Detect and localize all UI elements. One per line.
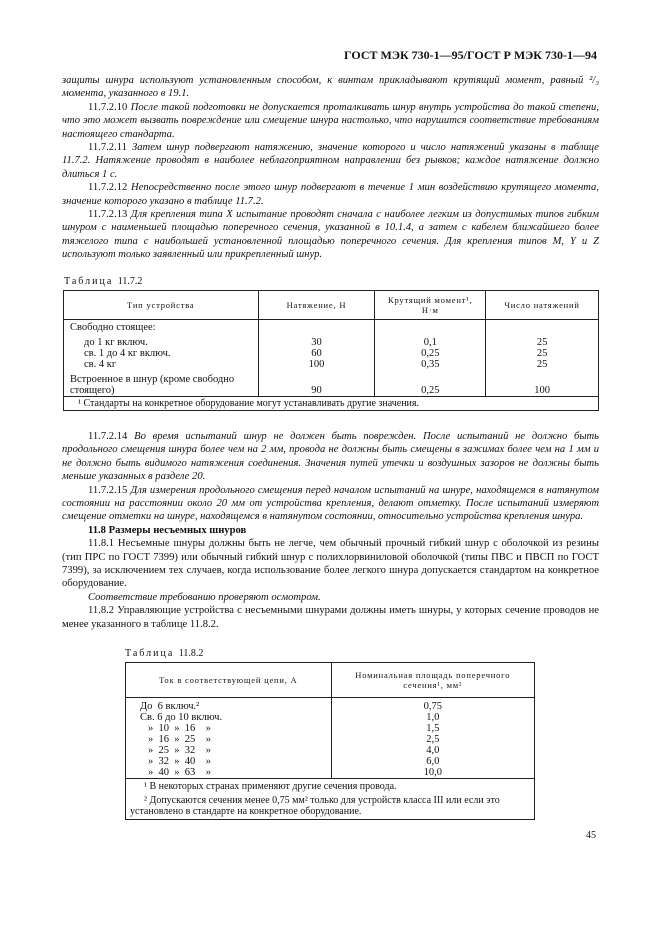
- table-11-8-2: [125, 662, 535, 820]
- section-title: 11.8 Размеры несъемных шнуров: [88, 524, 247, 536]
- paragraph-11-7-2-14: [62, 430, 599, 484]
- clause-number: 11.7.2.14: [88, 431, 128, 442]
- table-row: Встроенное в шнур (кроме свободно стоящего) 90 0,25 100: [64, 370, 599, 397]
- table-11-8-2-caption: [125, 648, 203, 659]
- clause-number: 11.7.2.10: [88, 101, 128, 113]
- paragraph-check: Соответствие требованию проверяют осмотром.: [88, 591, 321, 603]
- clause-text: Для измерения продольного смещения перед началом испытаний на шнуре, находящемся в натянутом состоянии на расстоянии около 20 мм от устройства крепления, делают отметку. После испытаний измеряют смещение отметки на шнуре, находящемся в натянутом состоянии, относительно устройства крепления шнура.: [62, 484, 599, 523]
- paragraph-11-8-1: 11.8.1 Несъемные шнуры должны быть не легче, чем обычный прочный гибкий шнур с оболочкой из резины (тип ПРС по ГОСТ 7399) или обычный гибкий шнур с полихлорвиниловой оболочкой (типы ПВС и ПВСП по ГОСТ 7399), за исключением тех случаев, когда использование более легкого шнура допускается стандартом на конкретное оборудование.: [62, 538, 599, 590]
- paragraph-11-8-2: 11.8.2 Управляющие устройства с несъемными шнурами должны иметь шнуры, у которых сечение проводов не менее указанного в таблице 11.8.2.: [62, 605, 599, 630]
- group-label: Свободно стоящее:: [64, 320, 259, 334]
- paragraph-11-7-2-12: [62, 181, 599, 208]
- table-11-7-2-caption: [64, 276, 142, 287]
- paragraph-11-7-2-13: [62, 208, 599, 262]
- table-row: » 10 » 16 » 1,5: [126, 723, 535, 734]
- caption-word: Таблица: [125, 648, 175, 659]
- page-header: ГОСТ МЭК 730-1—95/ГОСТ Р МЭК 730-1—94: [344, 48, 597, 62]
- paragraph-11-7-2-15: [62, 484, 599, 524]
- caption-number: 11.7.2: [117, 276, 143, 287]
- table-row: » 40 » 63 » 10,0: [126, 767, 535, 779]
- page-number: 45: [586, 830, 596, 841]
- paragraph: защиты шнура используют установленным способом, к винтам прикладывают крутящий момент, равный ²/₃ момента, указанного в 19.1.: [62, 75, 599, 100]
- clause-number: 11.7.2.15: [88, 484, 128, 496]
- table-footnotes: [126, 779, 535, 820]
- caption-number: 11.8.2: [178, 648, 204, 659]
- paragraph-11-7-2-11: [62, 141, 599, 181]
- table-footnote: ¹ Стандарты на конкретное оборудование могут устанавливать другие значения.: [64, 397, 599, 411]
- table-row: » 25 » 32 » 4,0: [126, 745, 535, 756]
- table-row: До 6 включ.² 0,75: [126, 698, 535, 713]
- col-header: Натяжение, Н: [258, 291, 375, 320]
- clause-number: 11.7.2.11: [88, 142, 127, 154]
- col-header: Число натяжений: [486, 291, 599, 320]
- col-header: Ток в соответствующей цепи, А: [126, 663, 332, 698]
- table-row: до 1 кг включ. 30 0,1 25: [64, 333, 599, 348]
- clause-number: 11.7.2.13: [88, 209, 128, 221]
- caption-word: Таблица: [64, 276, 114, 287]
- table-row: » 32 » 40 » 6,0: [126, 756, 535, 767]
- table-row: » 16 » 25 » 2,5: [126, 734, 535, 745]
- table-row: св. 4 кг 100 0,35 25: [64, 359, 599, 370]
- mid-text-block: [62, 430, 599, 631]
- table-footnote-1: ¹ В некоторых странах применяют другие сечения провода.: [144, 781, 397, 792]
- table-11-7-2: [63, 290, 599, 411]
- table-footnote-2: ² Допускаются сечения менее 0,75 мм² только для устройств класса III или если это установлено в стандарте на конкретное оборудование.: [130, 795, 500, 817]
- clause-text: Во время испытаний шнур не должен быть поврежден. После испытаний не должно быть продольного смещения шнура более чем на 2 мм, провода не должны быть смещены в зажимах более чем на 1 мм и не должно быть видимого натяжения соединения. Значения путей утечки и воздушных зазоров не должны быть меньше указанных в разделе 20.: [62, 431, 599, 483]
- col-header: Тип устройства: [64, 291, 259, 320]
- table-row: св. 1 до 4 кг включ. 60 0,25 25: [64, 348, 599, 359]
- top-text-block: [62, 74, 599, 262]
- clause-text: После такой подготовки не допускается проталкивать шнур внутрь устройства до такой степени, что это может вызвать повреждение или смещение шнура настолько, что нарушится соответствие требованиям настоящего стандарта.: [62, 101, 599, 140]
- clause-text: Непосредственно после этого шнур подвергают в течение 1 мин воздействию крутящего момента, значение которого указано в таблице 11.7.2.: [62, 182, 599, 207]
- col-header: Крутящий момент¹, Н·м: [375, 291, 486, 320]
- paragraph-11-7-2-10: [62, 101, 599, 141]
- table-row: Св. 6 до 10 включ. 1,0: [126, 712, 535, 723]
- clause-number: 11.7.2.12: [88, 182, 128, 194]
- col-header: Номинальная площадь поперечного сечения¹, мм²: [331, 663, 534, 698]
- clause-text: Для крепления типа X испытание проводят сначала с наиболее легким из допустимых типов гибким шнуром с наименьшей площадью поперечного сечения, указанной в 10.1.4, а затем с кабелем ближайшего более тяжелого типа с наибольшей установленной площадью поперечного сечения. Для крепления типов M, Y и Z используют только заявленный или прикрепленный шнур.: [62, 209, 599, 261]
- clause-text: Затем шнур подвергают натяжению, значение которого и число натяжений указаны в таблице 11.7.2. Натяжение проводят в наиболее неблагоприятном направлении без рывков; каждое натяжение должно длиться 1 с.: [62, 142, 599, 180]
